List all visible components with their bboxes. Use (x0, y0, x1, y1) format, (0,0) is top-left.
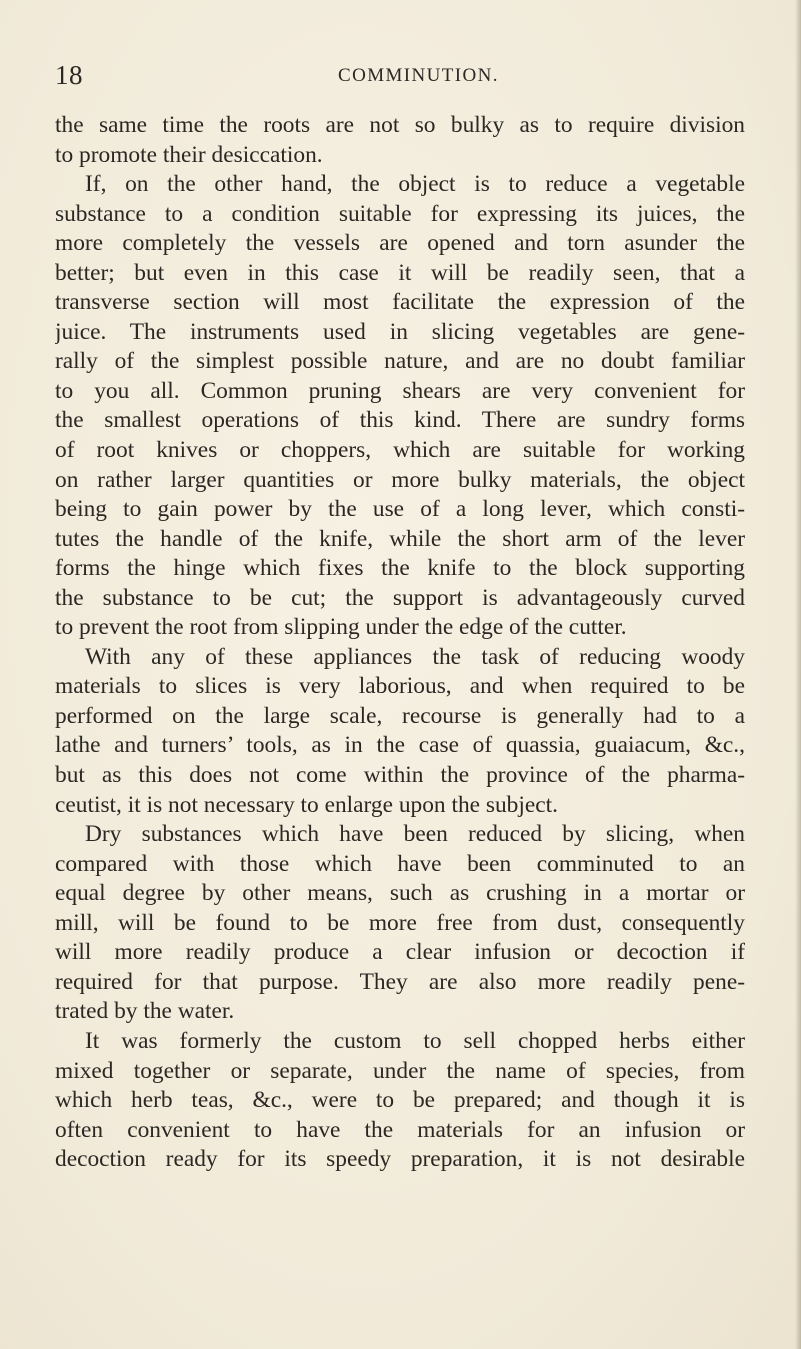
text-line: trated by the water. (55, 998, 235, 1025)
text-line: If, on the other hand, the object is to reduce a vegetable (85, 171, 745, 198)
text-line: mixed together or separate, under the name of species, from (55, 1057, 745, 1084)
text-line: will more readily produce a clear infusion or decoction if (55, 939, 745, 966)
running-head: COMMINUTION. (338, 65, 499, 86)
text-line: transverse section will most facilitate the expression of the (55, 289, 745, 316)
page-header (55, 60, 745, 100)
text-line: It was formerly the custom to sell chopped herbs either (85, 1027, 745, 1054)
page-edge-shadow (795, 0, 801, 1349)
text-line: the substance to be cut; the support is advantageously curved (55, 584, 745, 611)
text-line: lathe and turners’ tools, as in the case of quassia, guaiacum, &c., (55, 732, 745, 759)
text-line: equal degree by other means, such as crushing in a mortar or (55, 880, 745, 907)
text-line: juice. The instruments used in slicing vegetables are gene- (55, 318, 745, 345)
text-line: of root knives or choppers, which are suitable for working (55, 437, 745, 464)
text-line: tutes the handle of the knife, while the short arm of the lever (55, 525, 745, 552)
text-line: ceutist, it is not necessary to enlarge upon the subject. (55, 791, 558, 818)
text-line: forms the hinge which fixes the knife to the block supporting (55, 555, 745, 582)
text-line: but as this does not come within the province of the pharma- (55, 762, 745, 789)
text-line: better; but even in this case it will be readily seen, that a (55, 259, 745, 286)
text-line: to promote their desiccation. (55, 141, 323, 168)
text-line: compared with those which have been comminuted to an (55, 850, 745, 877)
page-number: 18 (55, 60, 83, 90)
text-line: to you all. Common pruning shears are very convenient for (55, 377, 745, 404)
text-line: materials to slices is very laborious, and when required to be (55, 673, 745, 700)
text-line: decoction ready for its speedy preparation, it is not desirable (55, 1146, 745, 1173)
text-line: the same time the roots are not so bulky as to require division (55, 112, 745, 138)
text-line: which herb teas, &c., were to be prepared; and though it is (55, 1087, 745, 1114)
text-line: often convenient to have the materials for an infusion or (55, 1116, 745, 1143)
body-text (55, 111, 745, 1175)
text-line: to prevent the root from slipping under the edge of the cutter. (55, 614, 627, 641)
text-line: more completely the vessels are opened and torn asunder the (55, 230, 745, 257)
text-line: the smallest operations of this kind. There are sundry forms (55, 407, 745, 434)
text-line: on rather larger quantities or more bulky materials, the object (55, 466, 745, 493)
text-line: rally of the simplest possible nature, and are no doubt familiar (55, 348, 745, 375)
text-line: being to gain power by the use of a long lever, which consti- (55, 496, 745, 523)
text-line: substance to a condition suitable for expressing its juices, the (55, 200, 745, 227)
text-line: mill, will be found to be more free from dust, consequently (55, 909, 745, 936)
text-line: With any of these appliances the task of reducing woody (85, 643, 745, 670)
text-line: Dry substances which have been reduced by slicing, when (85, 821, 745, 848)
text-line: required for that purpose. They are also more readily pene- (55, 968, 745, 995)
text-line: performed on the large scale, recourse is generally had to a (55, 702, 745, 729)
